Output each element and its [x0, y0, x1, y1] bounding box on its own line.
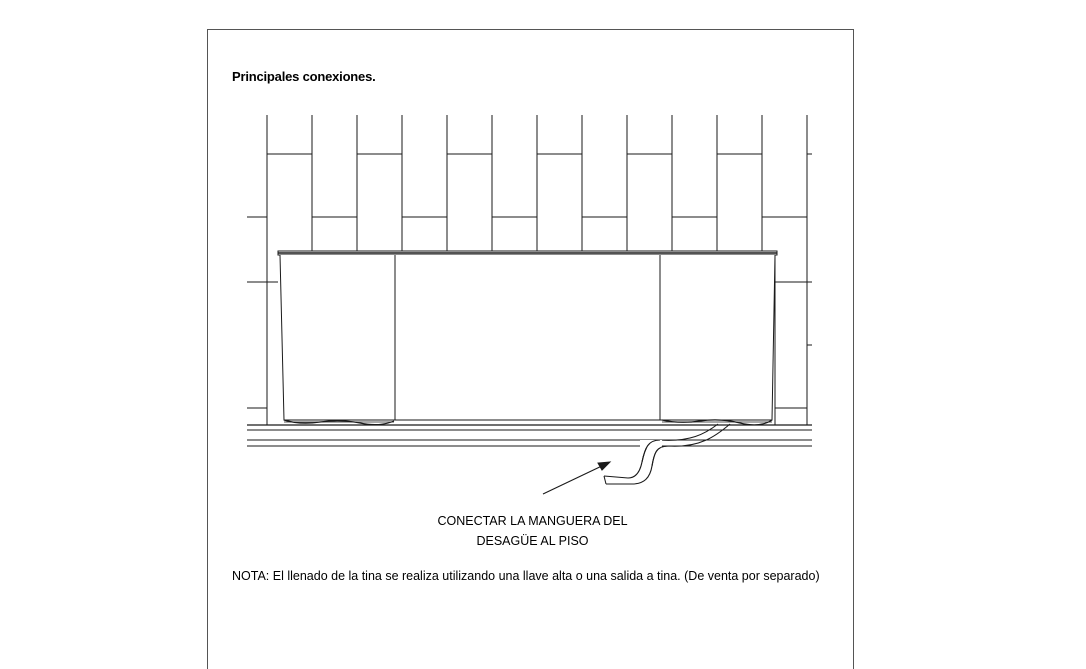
caption-line-2: DESAGÜE AL PISO [476, 534, 589, 548]
floor [247, 425, 812, 446]
installation-note: NOTA: El llenado de la tina se realiza utilizando una llave alta o una salida a tina. (De venta por separado) [232, 569, 820, 583]
caption-line-1: CONECTAR LA MANGUERA DEL [437, 514, 628, 528]
section-title: Principales conexiones. [232, 69, 376, 84]
arrow-icon [543, 462, 610, 494]
bathtub [278, 251, 777, 425]
drain-hose [604, 424, 730, 484]
